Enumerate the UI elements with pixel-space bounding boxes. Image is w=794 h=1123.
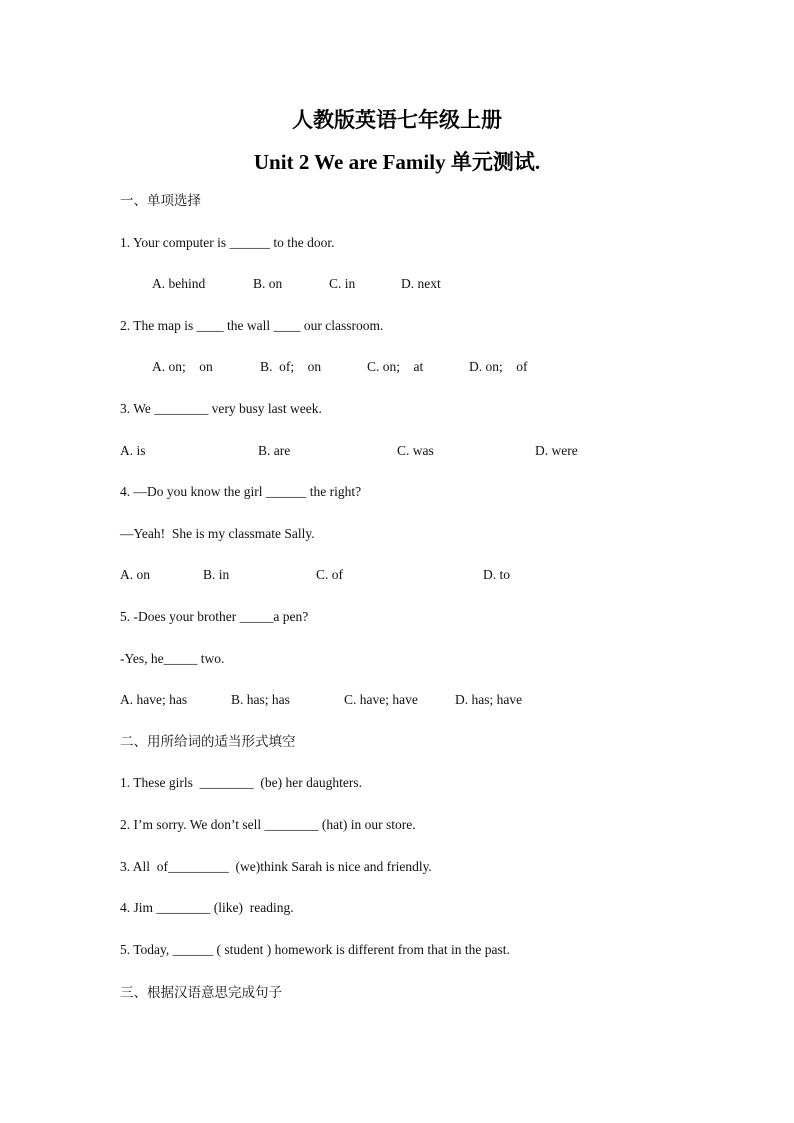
section-heading-complete-sentences: 三、根据汉语意思完成句子 [120, 985, 282, 1000]
question-2-option-a: A. on; on [152, 359, 213, 374]
question-5-option-b: B. has; has [231, 692, 290, 707]
fill-item-5: 5. Today, ______ ( student ) homework is different from that in the past. [120, 942, 510, 957]
document-title: 人教版英语七年级上册 [292, 108, 502, 132]
question-1-option-b: B. on [253, 276, 283, 291]
section-heading-fill-in: 二、用所给词的适当形式填空 [120, 734, 296, 749]
question-1-option-a: A. behind [152, 276, 206, 291]
question-2-option-c: C. on; at [367, 359, 424, 374]
question-5-option-a: A. have; has [120, 692, 188, 707]
question-4-option-d: D. to [483, 567, 510, 582]
fill-item-2: 2. I’m sorry. We don’t sell ________ (hat) in our store. [120, 817, 416, 832]
fill-item-4: 4. Jim ________ (like) reading. [120, 900, 294, 915]
question-1-option-c: C. in [329, 276, 356, 291]
question-1-option-d: D. next [401, 276, 441, 291]
question-3-option-b: B. are [258, 443, 291, 458]
question-4-stem: 4. —Do you know the girl ______ the right? [120, 484, 362, 499]
question-3-stem: 3. We ________ very busy last week. [120, 401, 322, 416]
question-2-option-d: D. on; of [469, 359, 528, 374]
question-4-option-c: C. of [316, 567, 343, 582]
question-2-stem: 2. The map is ____ the wall ____ our classroom. [120, 318, 384, 333]
section-heading-single-choice: 一、单项选择 [120, 193, 201, 208]
question-3-option-c: C. was [397, 443, 434, 458]
question-2-option-b: B. of; on [260, 359, 322, 374]
fill-item-3: 3. All of_________ (we)think Sarah is nice and friendly. [120, 859, 432, 874]
question-3-option-a: A. is [120, 443, 146, 458]
question-5-reply: -Yes, he_____ two. [120, 651, 225, 666]
question-1-stem: 1. Your computer is ______ to the door. [120, 235, 335, 250]
question-5-option-d: D. has; have [455, 692, 523, 707]
question-4-reply: —Yeah! She is my classmate Sally. [120, 526, 315, 541]
document-subtitle: Unit 2 We are Family 单元测试. [253, 150, 541, 174]
question-3-option-d: D. were [535, 443, 578, 458]
question-4-option-b: B. in [203, 567, 230, 582]
question-5-stem: 5. -Does your brother _____a pen? [120, 609, 309, 624]
fill-item-1: 1. These girls ________ (be) her daughters. [120, 775, 362, 790]
question-5-option-c: C. have; have [344, 692, 418, 707]
question-4-option-a: A. on [120, 567, 150, 582]
